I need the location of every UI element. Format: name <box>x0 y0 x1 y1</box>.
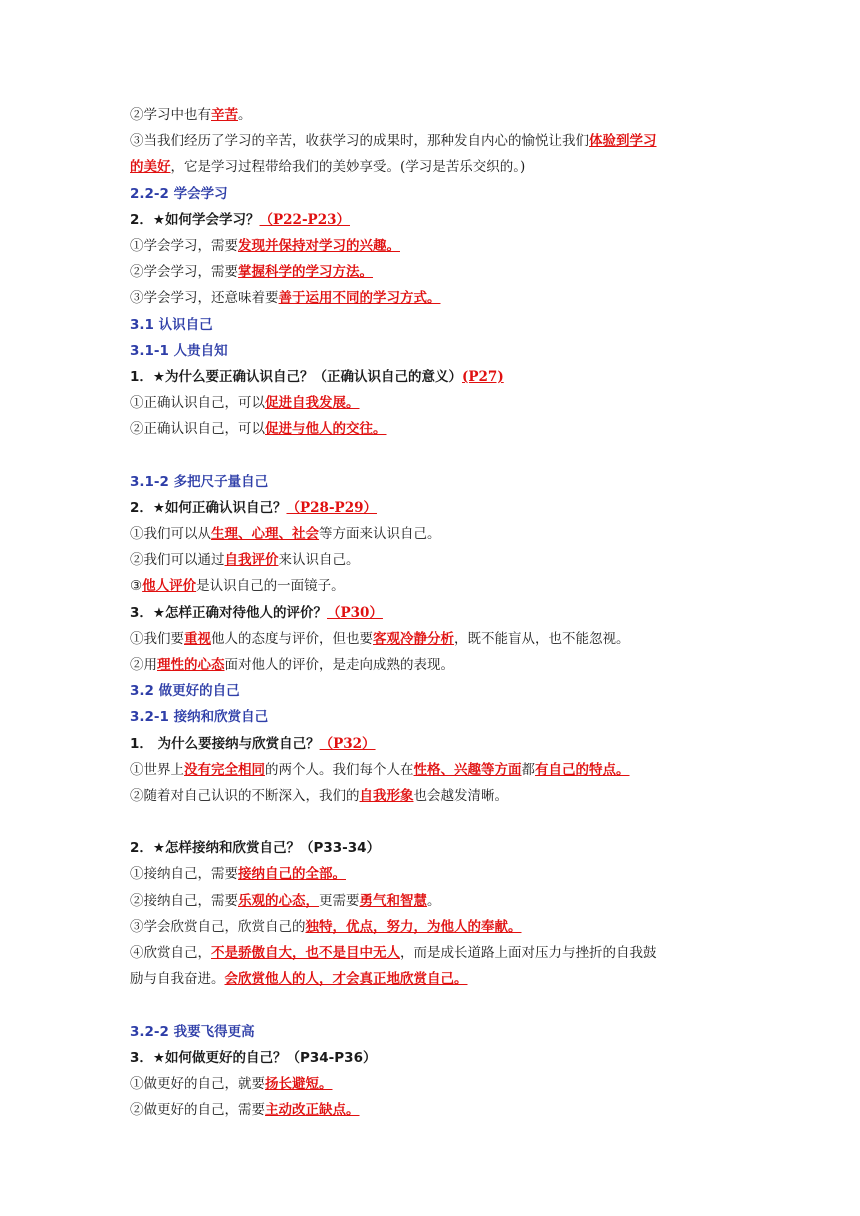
page-ref: （P28-P29） <box>286 499 377 516</box>
text-line <box>130 259 740 285</box>
key-point: 的美好 <box>130 159 171 176</box>
text-line <box>130 233 740 259</box>
text: ②用 <box>130 656 157 673</box>
text: 来认识自己。 <box>278 552 360 569</box>
text-line <box>130 888 740 914</box>
key-point: 会欣赏他人的人，才会真正地欣赏自己。 <box>224 971 468 988</box>
text: ②接纳自己，需要 <box>130 892 238 909</box>
text-line <box>130 652 740 678</box>
text: ①学会学习，需要 <box>130 237 238 254</box>
page-ref: （P22-P23） <box>259 211 350 228</box>
text-line <box>130 1097 740 1123</box>
key-point: 自我形象 <box>359 787 414 804</box>
text: 等方面来认识自己。 <box>319 526 441 542</box>
text: 。 <box>238 107 252 123</box>
text-line <box>130 626 740 652</box>
key-point: 没有完全相同 <box>184 761 265 778</box>
section-heading: 3.2 做更好的自己 <box>130 683 240 700</box>
text: 他人的态度与评价，但也要 <box>211 630 373 647</box>
key-point: 重视 <box>184 630 211 647</box>
key-point: 生理、心理、社会 <box>211 526 319 542</box>
text: 也会越发清晰。 <box>413 787 508 804</box>
section-heading: 2.2-2 学会学习 <box>130 185 228 202</box>
key-point: 性格、兴趣等方面 <box>413 761 522 778</box>
question-line <box>130 600 740 626</box>
text-line <box>130 521 740 547</box>
text: 。 <box>427 892 441 909</box>
text-line <box>130 102 740 128</box>
key-point: 乐观的心态， <box>238 892 319 909</box>
text-line <box>130 914 740 940</box>
text: ①正确认识自己，可以 <box>130 395 265 412</box>
text: 都 <box>521 761 535 778</box>
question: 2．★如何正确认识自己？ <box>130 499 287 516</box>
question: 3．★怎样正确对待他人的评价？ <box>130 604 327 621</box>
key-point: 独特，优点，努力，为他人的奉献。 <box>305 918 522 935</box>
spacer <box>130 809 740 835</box>
text: 面对他人的评价，是走向成熟的表现。 <box>224 656 454 673</box>
text-line <box>130 861 740 887</box>
key-point: 辛苦 <box>211 107 238 123</box>
text-line <box>130 573 740 599</box>
section-heading: 3.1-2 多把尺子量自己 <box>130 473 269 490</box>
text: ①世界上 <box>130 761 184 778</box>
page-ref: （P30） <box>327 604 383 621</box>
key-point: 体验到学习 <box>589 133 657 150</box>
text: ①我们可以从 <box>130 526 211 542</box>
text: ③学会欣赏自己，欣赏自己的 <box>130 918 306 935</box>
text: ，它是学习过程带给我们的美妙享受。(学习是苦乐交织的。) <box>170 159 526 176</box>
section-heading: 3.1 认识自己 <box>130 316 213 333</box>
text: ③ <box>130 578 143 595</box>
text-line <box>130 390 740 416</box>
text-line <box>130 128 740 154</box>
page-ref: （P32） <box>319 735 376 752</box>
key-point: 理性的心态 <box>157 656 225 673</box>
text: ②我们可以通过 <box>130 552 225 569</box>
spacer <box>130 442 740 468</box>
key-point: 客观冷静分析 <box>373 630 454 647</box>
text: ，而是成长道路上面对压力与挫折的自我鼓 <box>400 945 657 961</box>
question: 1．★为什么要正确认识自己？（正确认识自己的意义） <box>130 368 462 385</box>
question-line <box>130 731 740 757</box>
text: ，既不能盲从，也不能忽视。 <box>454 630 630 647</box>
text: ②学会学习，需要 <box>130 264 238 281</box>
question-line <box>130 364 740 390</box>
key-point: 接纳自己的全部。 <box>238 866 346 883</box>
section-heading: 3.2-2 我要飞得更高 <box>130 1023 255 1040</box>
text-line <box>130 416 740 442</box>
key-point: 自我评价 <box>224 552 279 569</box>
text: ②做更好的自己，需要 <box>130 1102 265 1119</box>
key-point: 促进与他人的交往。 <box>265 421 387 438</box>
key-point: 有自己的特点。 <box>535 761 630 778</box>
text-line <box>130 783 740 809</box>
key-point: 发现并保持对学习的兴趣。 <box>238 237 400 254</box>
key-point: 掌握科学的学习方法。 <box>238 264 373 281</box>
section-heading: 3.1-1 人贵自知 <box>130 342 228 359</box>
text: ①做更好的自己，就要 <box>130 1075 265 1092</box>
text: ④欣赏自己， <box>130 945 211 961</box>
text: 更需要 <box>319 892 360 909</box>
text: ①我们要 <box>130 630 184 647</box>
text-line <box>130 285 740 311</box>
text-line <box>130 547 740 573</box>
question-line <box>130 495 740 521</box>
key-point: 勇气和智慧 <box>359 892 427 909</box>
question-line <box>130 207 740 233</box>
question: 2．★如何学会学习？ <box>130 211 260 228</box>
key-point: 扬长避短。 <box>265 1075 333 1092</box>
text: ②随着对自己认识的不断深入，我们的 <box>130 787 360 804</box>
text: ③当我们经历了学习的辛苦，收获学习的成果时，那种发自内心的愉悦让我们 <box>130 133 589 150</box>
question-line: 2．★怎样接纳和欣赏自己？（P33-34） <box>130 840 381 857</box>
text: 是认识自己的一面镜子。 <box>196 578 345 595</box>
text-line <box>130 154 740 180</box>
text-line <box>130 966 740 992</box>
key-point: 主动改正缺点。 <box>265 1102 360 1119</box>
text: ②学习中也有 <box>130 107 211 123</box>
text: ②正确认识自己，可以 <box>130 421 265 438</box>
text: ①接纳自己，需要 <box>130 866 238 883</box>
question: 1． 为什么要接纳与欣赏自己？ <box>130 735 320 752</box>
text-line <box>130 757 740 783</box>
key-point: 善于运用不同的学习方式。 <box>278 290 441 307</box>
section-heading: 3.2-1 接纳和欣赏自己 <box>130 709 269 726</box>
text: 的两个人。我们每个人在 <box>265 761 414 778</box>
text-line <box>130 940 740 966</box>
key-point: 他人评价 <box>142 578 197 595</box>
text: 励与自我奋进。 <box>130 971 225 988</box>
text-line <box>130 1071 740 1097</box>
question-line: 3．★如何做更好的自己？（P34-P36） <box>130 1049 377 1066</box>
text: ③学会学习，还意味着要 <box>130 290 279 307</box>
document-page <box>130 102 740 1123</box>
page-ref: (P27) <box>462 368 504 385</box>
key-point: 不是骄傲自大，也不是目中无人 <box>211 945 400 961</box>
key-point: 促进自我发展。 <box>265 395 360 412</box>
spacer <box>130 992 740 1018</box>
